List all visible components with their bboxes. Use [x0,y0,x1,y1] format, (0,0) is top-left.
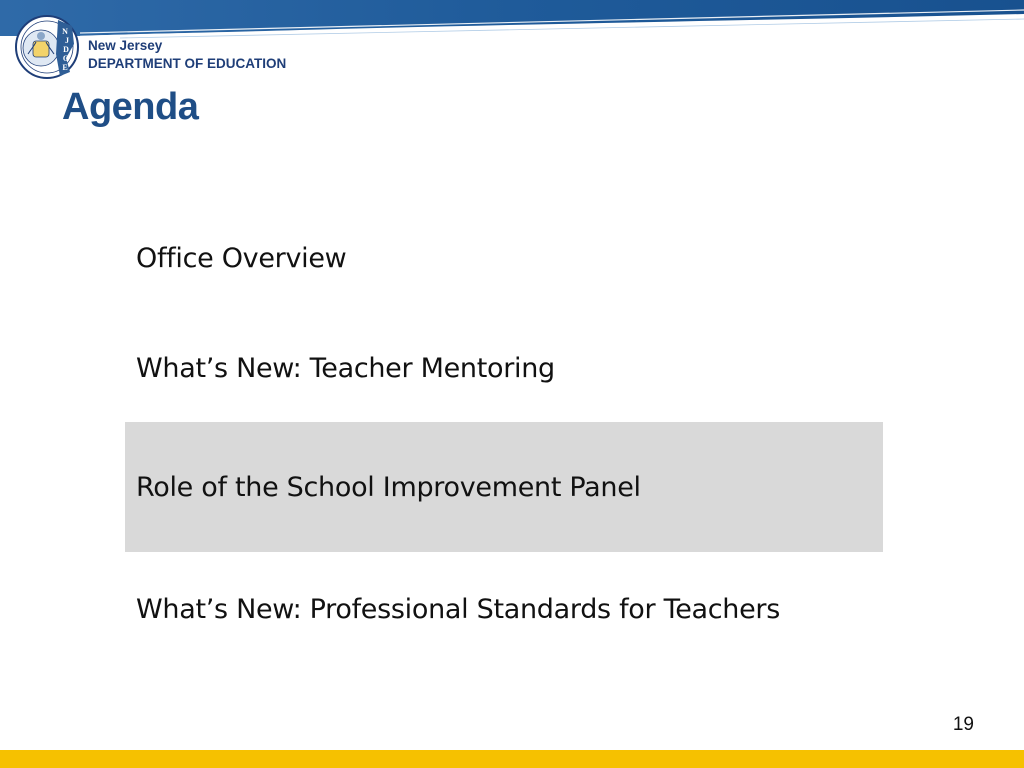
agenda-item-office-overview [125,232,883,284]
agenda-item-teacher-mentoring [125,342,883,394]
svg-text:J: J [65,36,69,45]
svg-text:E: E [62,63,68,72]
agenda-item-professional-standards [125,583,883,635]
org-line-state: New Jersey [88,38,163,53]
footer-yellow-band [0,750,1024,768]
nj-doe-seal-logo [14,14,80,80]
agenda-item-label: What’s New: Professional Standards for Teachers [136,593,780,625]
agenda-item-label: What’s New: Teacher Mentoring [136,352,555,384]
agenda-item-school-improvement-panel [125,422,883,552]
slide-title: Agenda [62,86,199,128]
svg-text:D: D [63,45,69,54]
org-line-department: DEPARTMENT OF EDUCATION [88,56,287,71]
agenda-item-label: Office Overview [136,242,347,274]
department-name [88,37,286,73]
svg-text:O: O [62,54,70,63]
page-number: 19 [952,714,974,735]
header-wave-band [0,0,1024,40]
svg-text:N: N [62,27,68,36]
agenda-item-label: Role of the School Improvement Panel [136,471,641,503]
